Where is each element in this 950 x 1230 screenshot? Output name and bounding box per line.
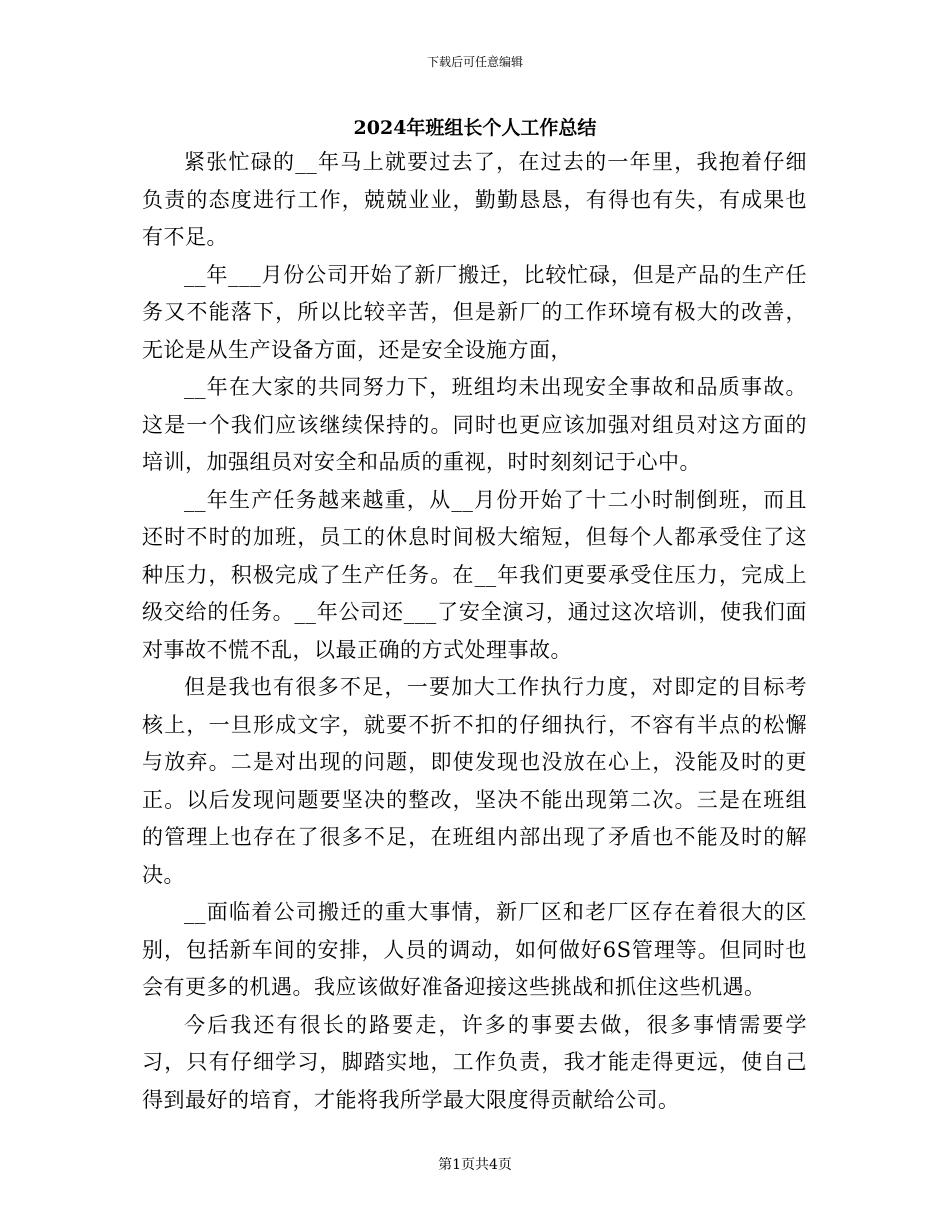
document-body: [142, 144, 807, 1119]
paragraph-5: 但是我也有很多不足，一要加大工作执行力度，对即定的目标考核上，一旦形成文字，就要不折不扣的仔细执行，不容有半点的松懈与放弃。二是对出现的问题，即使发现也没放在心上，没能及时的更正。以后发现问题要坚决的整改，坚决不能出现第二次。三是在班组的管理上也存在了很多不足，在班组内部出现了矛盾也不能及时的解决。: [142, 675, 807, 887]
paragraph-2: __年___月份公司开始了新厂搬迁，比较忙碌，但是产品的生产任务又不能落下，所以比较辛苦，但是新厂的工作环境有极大的改善，无论是从生产设备方面，还是安全设施方面，: [142, 262, 807, 362]
document-title: 2024年班组长个人工作总结: [353, 117, 597, 139]
paragraph-4: __年生产任务越来越重，从__月份开始了十二小时制倒班，而且还时不时的加班，员工的休息时间极大缩短，但每个人都承受住了这种压力，积极完成了生产任务。在__年我们更要承受住压力，完成上级交给的任务。__年公司还___了安全演习，通过这次培训，使我们面对事故不慌不乱，以最正确的方式处理事故。: [142, 487, 807, 662]
paragraph-1: 紧张忙碌的__年马上就要过去了，在过去的一年里，我抱着仔细负责的态度进行工作，兢兢业业，勤勤恳恳，有得也有失，有成果也有不足。: [142, 150, 807, 249]
paragraph-3: __年在大家的共同努力下，班组均未出现安全事故和品质事故。这是一个我们应该继续保持的。同时也更应该加强对组员对这方面的培训，加强组员对安全和品质的重视，时时刻刻记于心中。: [142, 375, 807, 474]
page-number-footer: 第1页共4页: [438, 1157, 512, 1173]
paragraph-6: __面临着公司搬迁的重大事情，新厂区和老厂区存在着很大的区别，包括新车间的安排，人员的调动，如何做好6S管理等。但同时也会有更多的机遇。我应该做好准备迎接这些挑战和抓住这些机遇。: [142, 900, 807, 999]
page-header-note: 下载后可任意编辑: [426, 55, 523, 69]
paragraph-7: 今后我还有很长的路要走，许多的事要去做，很多事情需要学习，只有仔细学习，脚踏实地，工作负责，我才能走得更远，使自己得到最好的培育，才能将我所学最大限度得贡献给公司。: [142, 1012, 807, 1112]
